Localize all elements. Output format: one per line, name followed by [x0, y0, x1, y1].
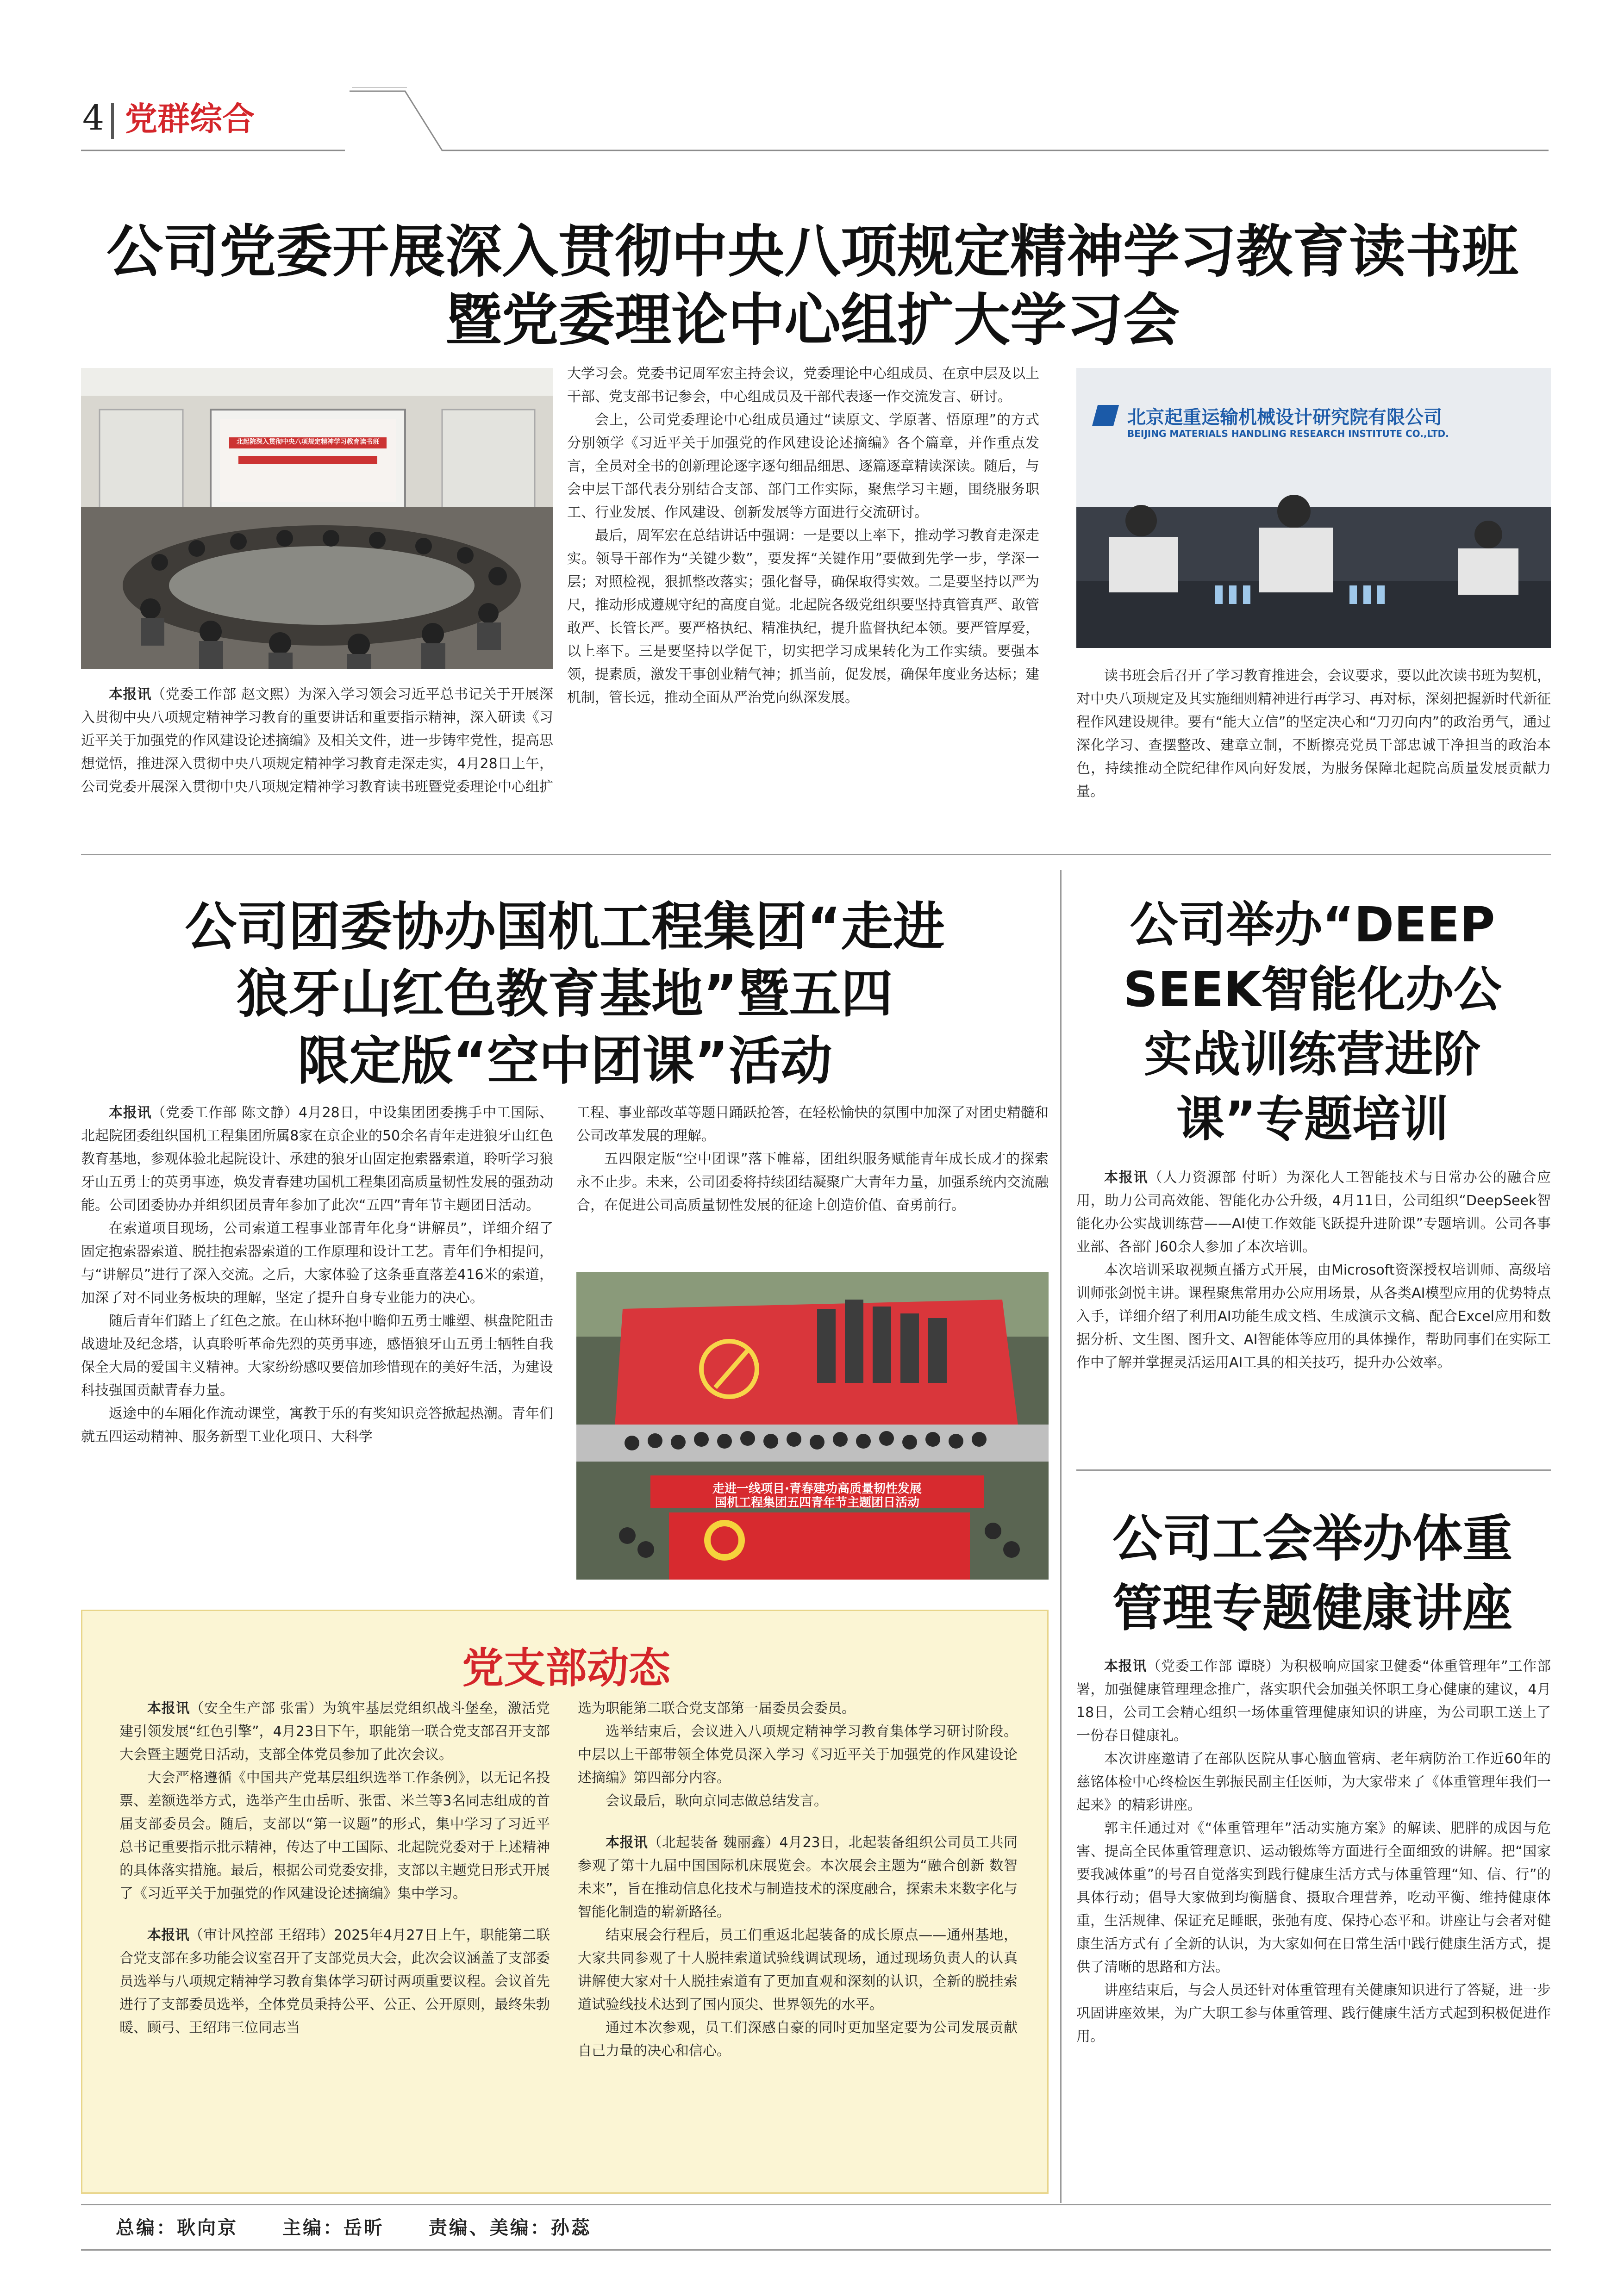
article4-byline-source: （党委工作部 谭晓）: [1147, 1658, 1280, 1674]
article1-byline-source: （党委工作部 赵文熙）: [151, 686, 298, 703]
party-branch-news-box: [81, 1610, 1049, 2194]
party-item2-source: （审计风控部 王绍玮）: [189, 1927, 334, 1943]
column-divider: [1060, 870, 1062, 2203]
institute-sign-en: BEIJING MATERIALS HANDLING RESEARCH INSTITUTE CO.,LTD.: [1127, 428, 1449, 439]
article4-paragraph-4: 讲座结束后，与会人员还针对体重管理有关健康知识进行了答疑，进一步巩固讲座效果，为广大职工参与体重管理、践行健康生活方式起到积极促进作用。: [1076, 1982, 1551, 2045]
divider-after-article1: [81, 854, 1551, 855]
party-item3-paragraph-1: 4月23日，北起装备组织公司员工共同参观了第十九届中国国际机床展览会。本次展会主题为“融合创新 数智未来”，旨在推动信息化技术与制造技术的深度融合，探索未来数字化与智能化制造的崭新路径。: [578, 1835, 1018, 1920]
article2-byline: 本报讯: [109, 1105, 152, 1121]
meeting-photo-banner: 北起院深入贯彻中央八项规定精神学习教育读书班: [237, 438, 379, 446]
headline-article3-line4: 课”专题培训: [1176, 1091, 1449, 1147]
article1-left-column: [81, 683, 553, 799]
party-item1-source: （安全生产部 张雷）: [190, 1700, 323, 1717]
footer-editor-art: 孙蕊: [550, 2217, 592, 2239]
article2-right-column: [576, 1101, 1049, 1217]
footer-editor-main: 岳昕: [343, 2217, 384, 2239]
article3-byline: 本报讯: [1104, 1170, 1149, 1186]
article1-right-column: [1076, 665, 1551, 803]
article1-paragraph-mid2: 会上，公司党委理论中心组成员通过“读原文、学原著、悟原理”的方式分别领学《习近平关于加强党的作风建设论述摘编》各个篇章，并作重点发言，全员对全书的创新理论逐字逐句细品细思、逐篇逐章精读深读。随后，与会中层干部代表分别结合支部、部门工作实际，聚焦学习主题，围绕服务职工、行业发展、作风建设、创新发展等方面进行交流研讨。: [567, 412, 1039, 521]
headline-article4-line1: 公司工会举办体重: [1112, 1510, 1512, 1568]
party-item2-byline: 本报讯: [147, 1927, 189, 1943]
meeting-photo-illustration: [81, 368, 553, 669]
party-item3-paragraph-2: 结束展会行程后，员工们重返北起装备的成长原点——通州基地，大家共同参观了十人脱挂索道试验线调试现场，通过现场负责人的认真讲解使大家对十人脱挂索道有了更加直观和深刻的认识，全新的脱挂索道试验线技术达到了国内顶尖、世界领先的水平。: [578, 1927, 1018, 2013]
party-item2-paragraph-2: 选为职能第二联合党支部第一届委员会委员。: [578, 1700, 856, 1717]
article2-paragraph-2: 在索道项目现场，公司索道工程事业部青年化身“讲解员”，详细介绍了固定抱索器索道、脱挂抱索器索道的工作原理和设计工艺。青年们争相提问，与“讲解员”进行了深入交流。之后，大家体验了这条垂直落差416米的索道，加深了对不同业务板块的理解，坚定了提升自身专业能力的决心。: [81, 1220, 553, 1306]
article1-paragraph-mid3: 最后，周军宏在总结讲话中强调：一是要以上率下，推动学习教育走深走实。领导干部作为“关键少数”，要发挥“关键作用”要做到先学一步，学深一层；对照检视，狠抓整改落实；强化督导，确保取得实效。二是要坚持以严为尺，推动形成遵规守纪的高度自觉。北起院各级党组织要坚持真管真严、敢管敢严、长管长严。要严格执纪、精准执纪，提升监督执纪本领。要严管厚爱，以上率下。三是要坚持以学促干，切实把学习成果转化为工作实绩。要强本领，提素质，激发干事创业精气神；抓当前，促发展，确保年度业务达标；建机制，管长远，推动全面从严治党向纵深发展。: [567, 528, 1039, 706]
article2-paragraph-4: 返途中的车厢化作流动课堂，寓教于乐的有奖知识竞答掀起热潮。青年们就五四运动精神、服务新型工业化项目、大科学: [81, 1406, 553, 1445]
article1-byline: 本报讯: [109, 686, 151, 703]
footer-bottom-rule: [81, 2249, 1551, 2251]
meeting-room-photo: [81, 368, 553, 669]
article2-left-column: [81, 1101, 553, 1449]
headline-article3-line2: SEEK智能化办公: [1123, 961, 1502, 1018]
party-item1-byline: 本报讯: [147, 1700, 190, 1717]
footer-credits: [116, 2213, 592, 2240]
footer-editor-main-label: 主编：: [282, 2217, 344, 2239]
party-box-left-column: [119, 1697, 550, 2040]
article4-byline: 本报讯: [1104, 1658, 1147, 1674]
article2-paragraph-3: 随后青年们踏上了红色之旅。在山林环抱中瞻仰五勇士雕塑、棋盘陀阻击战遗址及纪念塔，认真聆听革命先烈的英勇事迹，感悟狼牙山五勇士牺牲自我保全大局的爱国主义精神。大家纷纷感叹要倍加珍惜现在的美好生活，为建设科技强国贡献青春力量。: [81, 1313, 553, 1399]
article4-paragraph-1: 为积极响应国家卫健委“体重管理年”工作部署，加强健康管理理念推广，落实职代会加强关怀职工身心健康的建议，4月18日，公司工会精心组织一场体重管理健康知识的讲座，为公司职工送上了一份春日健康礼。: [1076, 1658, 1551, 1744]
article3-paragraph-2: 本次培训采取视频直播方式开展，由Microsoft资深授权培训师、高级培训师张剑悦主讲。课程聚焦常用办公应用场景，从各类AI模型应用的优势特点入手，详细介绍了利用AI功能生成文档、生成演示文稿、配合Excel应用和数据分析、文生图、图升文、AI智能体等应用的具体操作，帮助同事们在实际工作中了解并掌握灵活运用AI工具的相关技巧，提升办公效率。: [1076, 1262, 1551, 1371]
party-item1-paragraph-2: 大会严格遵循《中国共产党基层组织选举工作条例》，以无记名投票、差额选举方式，选举产生由岳昕、张雷、米兰等3名同志组成的首届支部委员会。随后，支部以“第一议题”的形式，集中学习了习近平总书记重要指示批示精神，传达了中工国际、北起院党委对于上述精神的具体落实措施。最后，根据公司党委安排，支部以主题党日形式开展了《习近平关于加强党的作风建设论述摘编》集中学习。: [119, 1770, 550, 1902]
article3-byline-source: （人力资源部 付昕）: [1148, 1170, 1287, 1186]
group-photo-banner-line1: 走进一线项目·青春建功高质量韧性发展: [712, 1482, 922, 1496]
article4-paragraph-2: 本次讲座邀请了在部队医院从事心脑血管病、老年病防治工作近60年的慈铭体检中心终检医生郭振民副主任医师，为大家带来了《体重管理年我们一起来》的精彩讲座。: [1076, 1751, 1551, 1813]
divider-after-article3: [1076, 1469, 1551, 1471]
footer-top-rule: [81, 2204, 1551, 2205]
party-item3-paragraph-3: 通过本次参观，员工们深感自豪的同时更加坚定要为公司发展贡献自己力量的决心和信心。: [578, 2020, 1018, 2059]
header-rule: [81, 86, 1549, 155]
article4-paragraph-3: 郭主任通过对《“体重管理年”活动实施方案》的解读、肥胖的成因与危害、提高全民体重管理意识、运动锻炼等方面进行全面细致的讲解。把“国家要我减体重”的号召自觉落实到践行健康生活方式与体重管理“知、信、行”的具体行动；倡导大家做到均衡膳食、摄取合理营养，吃动平衡、维持健康体重，生活规律、保证充足睡眠，张弛有度、保持心态平和。讲座让与会者对健康生活方式有了全新的认识，为大家如何在日常生活中践行健康生活方式，提供了清晰的思路和方法。: [1076, 1820, 1551, 1975]
article2-byline-source: （党委工作部 陈文静）: [151, 1105, 299, 1121]
party-item3-byline: 本报讯: [606, 1835, 648, 1851]
headline-article3-line1: 公司举办“DEEP: [1130, 896, 1495, 953]
article4-body: [1076, 1655, 1551, 2048]
institute-sign-cn: 北京起重运输机械设计研究院有限公司: [1127, 407, 1442, 428]
group-photo-illustration: [576, 1272, 1049, 1580]
headline-article4-line2: 管理专题健康讲座: [1112, 1580, 1512, 1637]
headline-article1-line2: 暨党委理论中心组扩大学习会: [445, 287, 1180, 353]
article2-paragraph-6: 五四限定版“空中团课”落下帷幕，团组织服务赋能青年成长成才的探索永不止步。未来，公司团委将持续团结凝聚广大青年力量，加强系统内交流融合，在促进公司高质量韧性发展的征途上创造价值、奋勇前行。: [576, 1151, 1049, 1213]
page-number: 4: [82, 98, 105, 138]
article3-body: [1076, 1166, 1551, 1375]
party-item1-paragraph-1: 为筑牢基层党组织战斗堡垒，激活党建引领发展“红色引擎”，4月23日下午，职能第一联合党支部召开支部大会暨主题党日活动，支部全体党员参加了此次会议。: [119, 1700, 550, 1763]
footer-editor-chief: 耿向京: [177, 2217, 238, 2239]
party-item2-paragraph-3: 选举结束后，会议进入八项规定精神学习教育集体学习研讨阶段。中层以上干部带领全体党员深入学习《习近平关于加强党的作风建设论述摘编》第四部分内容。: [578, 1724, 1018, 1786]
footer-editor-art-label: 责编、美编：: [428, 2217, 551, 2239]
group-photo: [576, 1272, 1049, 1580]
party-box-right-column: [578, 1697, 1018, 2063]
headline-article3-line3: 实战训练营进阶: [1143, 1026, 1481, 1083]
group-photo-banner-line2: 国机工程集团五四青年节主题团日活动: [714, 1496, 919, 1510]
article1-paragraph-left: 为深入学习领会习近平总书记关于开展深入贯彻中央八项规定精神学习教育的重要讲话和重要指示精神，深入研读《习近平关于加强党的作风建设论述摘编》及相关文件，进一步铸牢党性，提高思想觉悟，推进深入贯彻中央八项规定精神学习教育走深走实，4月28日上午，公司党委开展深入贯彻中央八项规定精神学习教育读书班暨党委理论中心组扩: [81, 686, 553, 795]
article2-paragraph-1: 4月28日，中设集团团委携手中工国际、北起院团委组织国机工程集团所属8家在京企业的50余名青年走进狼牙山红色教育基地，参观体验北起院设计、承建的狼牙山固定抱索器索道，聆听学习狼牙山五勇士的英勇事迹，焕发青春建功国机工程集团高质量韧性发展的强劲动能。公司团委协办并组织团员青年参加了此次“五四”青年节主题团日活动。: [81, 1105, 553, 1213]
footer-editor-chief-label: 总编：: [116, 2217, 177, 2239]
party-item3-source: （北起装备 魏丽鑫）: [648, 1835, 780, 1851]
institute-meeting-photo: [1076, 368, 1551, 648]
article2-paragraph-5: 工程、事业部改革等题目踊跃抢答，在轻松愉快的氛围中加深了对团史精髓和公司改革发展的理解。: [576, 1105, 1049, 1144]
party-item2-paragraph-4: 会议最后，耿向京同志做总结发言。: [606, 1793, 828, 1809]
article3-paragraph-1: 为深化人工智能技术与日常办公的融合应用，助力公司高效能、智能化办公升级，4月11日，公司组织“DeepSeek智能化办公实战训练营——AI使工作效能飞跃提升进阶课”专题培训。公司各事业部、各部门60余人参加了本次培训。: [1076, 1170, 1551, 1255]
headline-article1-line1: 公司党委开展深入贯彻中央八项规定精神学习教育读书班: [106, 219, 1518, 285]
article1-paragraph-mid1: 大学习会。党委书记周军宏主持会议，党委理论中心组成员、在京中层及以上干部、党支部书记参会，中心组成员及干部代表逐一作交流发言、研讨。: [567, 366, 1039, 405]
article1-paragraph-right: 读书班会后召开了学习教育推进会，会议要求，要以此次读书班为契机，对中央八项规定及其实施细则精神进行再学习、再对标，深刻把握新时代新征程作风建设规律。要有“能大立信”的坚定决心和“刀刃向内”的政治勇气，通过深化学习、查摆整改、建章立制，不断擦亮党员干部忠诚干净担当的政治本色，持续推动全院纪律作风向好发展，为服务保障北起院高质量发展贡献力量。: [1076, 668, 1551, 800]
section-name: 党群综合: [125, 100, 255, 138]
headline-article2-line1: 公司团委协办国机工程集团“走进: [185, 897, 945, 957]
headline-article2-line2: 狼牙山红色教育基地”暨五四: [237, 964, 893, 1024]
party-box-title: 党支部动态: [462, 1644, 670, 1692]
party-item2-paragraph-1: 2025年4月27日上午，职能第二联合党支部在多功能会议室召开了支部党员大会，此次会议涵盖了支部委员选举与八项规定精神学习教育集体学习研讨两项重要议程。会议首先进行了支部委员选举，全体党员秉持公平、公正、公开原则，最终朱勃暖、顾弓、王绍玮三位同志当: [119, 1927, 550, 2036]
headline-article2-line3: 限定版“空中团课”活动: [297, 1031, 832, 1091]
article1-middle-column: [567, 362, 1039, 709]
